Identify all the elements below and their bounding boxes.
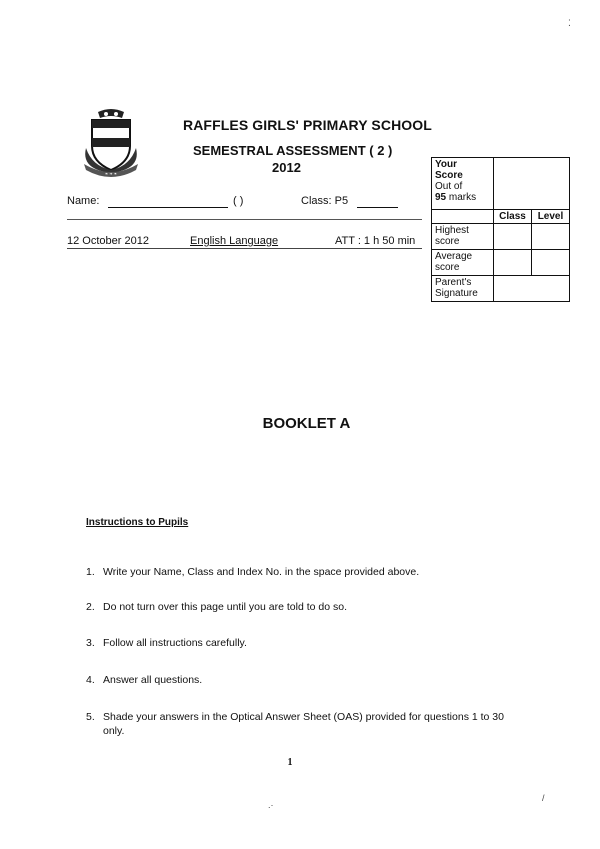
scan-speck: .· — [268, 800, 274, 810]
name-field[interactable] — [108, 207, 228, 208]
exam-date: 12 October 2012 — [67, 235, 149, 247]
highest-score-class-cell[interactable] — [494, 224, 532, 250]
scan-speck: / — [542, 793, 545, 803]
index-number-field[interactable]: ( ) — [233, 195, 244, 207]
class-label: Class: P5 — [301, 195, 349, 207]
level-column-header: Level — [532, 210, 570, 224]
score-table-blank — [432, 210, 494, 224]
assessment-title: SEMESTRAL ASSESSMENT ( 2 ) — [193, 143, 393, 158]
school-crest-logo — [78, 108, 144, 178]
parents-signature-label: Parent's Signature — [432, 276, 494, 302]
average-score-label: Average score — [432, 250, 494, 276]
name-label: Name: — [67, 195, 100, 207]
average-score-level-cell[interactable] — [532, 250, 570, 276]
divider — [67, 219, 422, 220]
school-name: RAFFLES GIRLS' PRIMARY SCHOOL — [183, 117, 432, 133]
exam-subject: English Language — [190, 235, 279, 247]
highest-score-level-cell[interactable] — [532, 224, 570, 250]
highest-score-label: Highest score — [432, 224, 494, 250]
score-table — [431, 157, 570, 302]
svg-text:❧ ❧ ❧: ❧ ❧ ❧ — [104, 171, 118, 176]
scan-speck: ⁚ — [568, 18, 571, 28]
your-score-cell[interactable] — [494, 158, 570, 210]
class-field[interactable] — [357, 207, 398, 208]
exam-duration: ATT : 1 h 50 min — [335, 235, 416, 247]
instructions-title: Instructions to Pupils — [86, 517, 189, 528]
page-number: 1 — [287, 757, 293, 768]
parents-signature-cell[interactable] — [494, 276, 570, 302]
average-score-class-cell[interactable] — [494, 250, 532, 276]
your-score-label: Your Score Out of 95 marks — [432, 158, 494, 210]
class-column-header: Class — [494, 210, 532, 224]
booklet-title: BOOKLET A — [262, 415, 351, 432]
divider — [67, 248, 422, 249]
assessment-year: 2012 — [272, 160, 301, 175]
